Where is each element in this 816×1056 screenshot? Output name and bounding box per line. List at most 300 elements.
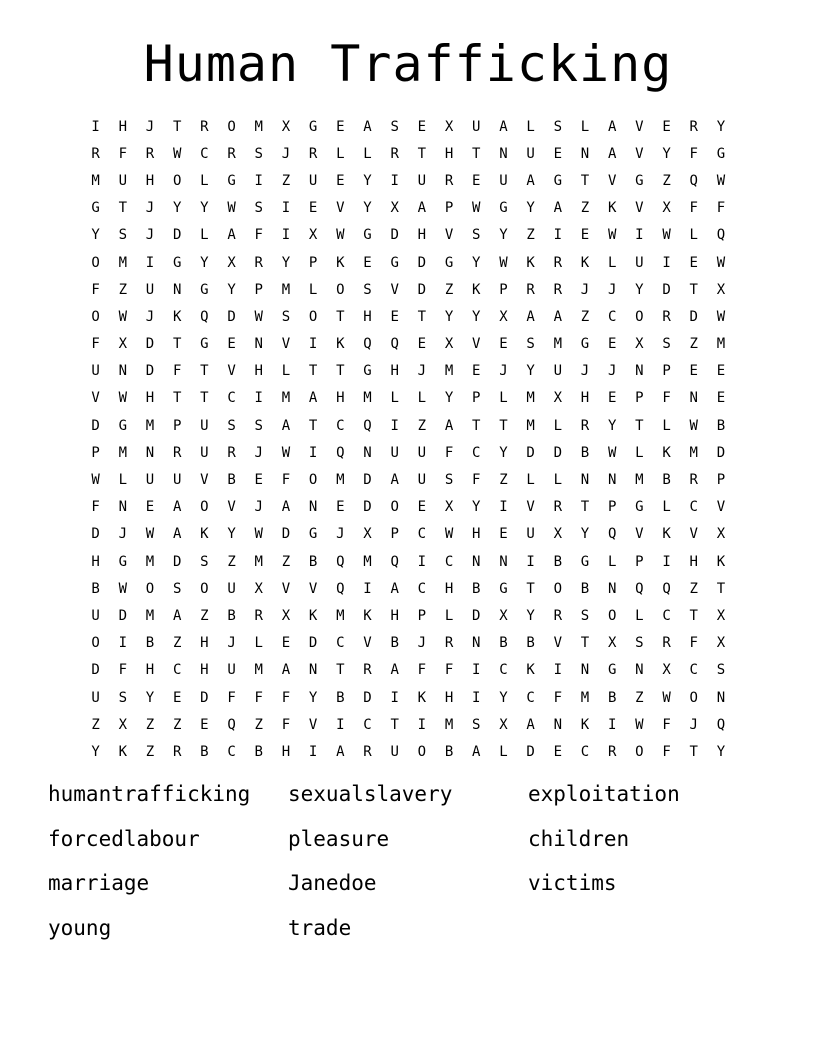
grid-letter[interactable]: M [118,444,127,461]
grid-letter[interactable]: R [580,417,590,434]
grid-letter[interactable]: H [200,662,209,679]
grid-letter[interactable]: S [281,308,291,325]
grid-letter[interactable]: S [390,118,399,135]
grid-letter[interactable]: U [227,580,236,597]
grid-letter[interactable]: D [363,499,372,516]
grid-letter[interactable]: H [281,743,291,760]
grid-letter[interactable]: Y [526,363,535,380]
grid-letter[interactable]: H [363,308,372,325]
grid-letter[interactable]: F [281,472,291,489]
grid-letter[interactable]: V [91,390,100,407]
grid-letter[interactable]: E [336,499,345,516]
grid-letter[interactable]: P [417,607,427,624]
grid-letter[interactable]: R [227,444,236,461]
grid-letter[interactable]: C [607,308,617,325]
grid-letter[interactable]: T [689,281,698,298]
grid-letter[interactable]: Y [91,743,100,760]
grid-letter[interactable]: B [472,580,481,597]
grid-letter[interactable]: A [363,118,372,135]
grid-letter[interactable]: T [417,145,427,162]
grid-letter[interactable]: M [444,716,454,733]
grid-letter[interactable]: D [91,417,100,434]
grid-letter[interactable]: N [607,580,617,597]
grid-letter[interactable]: I [308,444,318,461]
grid-letter[interactable]: Y [91,227,100,244]
grid-letter[interactable]: N [635,363,644,380]
grid-letter[interactable]: D [526,743,535,760]
grid-letter[interactable]: F [118,662,127,679]
grid-letter[interactable]: Y [662,145,671,162]
grid-letter[interactable]: U [417,472,427,489]
grid-letter[interactable]: S [363,281,372,298]
grid-letter[interactable]: C [336,417,345,434]
grid-letter[interactable]: G [444,254,454,271]
grid-letter[interactable]: Z [635,689,644,706]
grid-letter[interactable]: Z [444,281,454,298]
grid-letter[interactable]: J [145,227,155,244]
grid-letter[interactable]: G [200,336,209,353]
grid-letter[interactable]: I [281,200,291,217]
grid-letter[interactable]: J [689,716,698,733]
grid-letter[interactable]: M [281,281,291,298]
grid-letter[interactable]: X [281,607,291,624]
grid-letter[interactable]: D [281,526,291,543]
grid-letter[interactable]: X [281,118,291,135]
grid-letter[interactable]: O [553,580,562,597]
grid-letter[interactable]: G [553,172,562,189]
grid-letter[interactable]: C [172,662,182,679]
grid-letter[interactable]: N [254,336,263,353]
grid-letter[interactable]: X [444,499,454,516]
grid-letter[interactable]: K [336,336,345,353]
grid-letter[interactable]: W [281,444,291,461]
grid-letter[interactable]: R [200,118,209,135]
grid-letter[interactable]: Q [363,417,372,434]
grid-letter[interactable]: U [499,172,508,189]
grid-letter[interactable]: C [662,607,671,624]
grid-letter[interactable]: B [308,553,318,570]
grid-letter[interactable]: U [145,281,155,298]
grid-letter[interactable]: Z [580,308,590,325]
grid-letter[interactable]: E [363,254,372,271]
grid-letter[interactable]: K [363,607,372,624]
grid-letter[interactable]: H [390,607,399,624]
grid-letter[interactable]: J [145,118,155,135]
grid-letter[interactable]: E [553,743,562,760]
grid-letter[interactable]: H [444,145,454,162]
grid-letter[interactable]: B [499,635,508,652]
grid-letter[interactable]: F [281,716,291,733]
grid-letter[interactable]: K [200,526,209,543]
grid-letter[interactable]: T [172,118,182,135]
grid-letter[interactable]: Z [580,200,590,217]
grid-letter[interactable]: F [91,336,100,353]
grid-letter[interactable]: D [118,607,127,624]
grid-letter[interactable]: R [689,472,698,489]
grid-letter[interactable]: M [526,390,535,407]
grid-letter[interactable]: D [200,689,209,706]
grid-letter[interactable]: A [526,716,535,733]
grid-letter[interactable]: V [689,526,698,543]
grid-letter[interactable]: W [118,580,127,597]
grid-letter[interactable]: W [145,526,155,543]
grid-letter[interactable]: A [281,662,291,679]
grid-letter[interactable]: R [553,499,562,516]
grid-letter[interactable]: N [580,662,590,679]
grid-letter[interactable]: H [444,580,454,597]
grid-letter[interactable]: N [499,553,508,570]
grid-letter[interactable]: I [553,662,562,679]
grid-letter[interactable]: Q [390,553,399,570]
grid-letter[interactable]: H [91,553,100,570]
grid-letter[interactable]: U [472,118,481,135]
grid-letter[interactable]: N [716,689,726,706]
grid-letter[interactable]: E [254,472,263,489]
grid-letter[interactable]: T [172,390,182,407]
grid-letter[interactable]: L [308,281,318,298]
grid-letter[interactable]: X [662,200,671,217]
grid-letter[interactable]: V [227,363,236,380]
grid-letter[interactable]: M [336,607,345,624]
grid-letter[interactable]: G [200,281,209,298]
grid-letter[interactable]: S [716,662,726,679]
grid-letter[interactable]: T [472,417,481,434]
grid-letter[interactable]: I [254,390,263,407]
grid-letter[interactable]: Y [200,200,209,217]
grid-letter[interactable]: I [607,716,617,733]
grid-letter[interactable]: C [227,743,236,760]
grid-letter[interactable]: H [390,363,399,380]
grid-letter[interactable]: H [118,118,127,135]
grid-letter[interactable]: T [580,635,590,652]
grid-letter[interactable]: J [417,363,427,380]
grid-letter[interactable]: P [635,390,644,407]
grid-letter[interactable]: S [200,553,209,570]
grid-letter[interactable]: T [635,417,644,434]
grid-letter[interactable]: F [254,227,263,244]
grid-letter[interactable]: C [472,444,481,461]
grid-letter[interactable]: S [662,336,671,353]
grid-letter[interactable]: A [444,417,454,434]
grid-letter[interactable]: S [254,200,263,217]
grid-letter[interactable]: Y [499,689,508,706]
grid-letter[interactable]: M [363,390,372,407]
grid-letter[interactable]: D [363,689,372,706]
grid-letter[interactable]: D [172,227,182,244]
grid-letter[interactable]: M [716,336,726,353]
grid-letter[interactable]: Z [281,553,291,570]
grid-letter[interactable]: I [472,662,481,679]
grid-letter[interactable]: X [254,580,263,597]
grid-letter[interactable]: F [689,635,698,652]
grid-letter[interactable]: E [336,172,345,189]
grid-letter[interactable]: M [281,390,291,407]
grid-letter[interactable]: L [607,553,617,570]
grid-letter[interactable]: W [227,200,236,217]
grid-letter[interactable]: T [580,172,590,189]
grid-letter[interactable]: T [499,417,508,434]
grid-letter[interactable]: S [472,716,481,733]
grid-letter[interactable]: H [689,553,698,570]
grid-letter[interactable]: X [716,635,726,652]
grid-letter[interactable]: N [472,553,481,570]
grid-letter[interactable]: J [118,526,127,543]
grid-letter[interactable]: P [635,553,644,570]
grid-letter[interactable]: Y [444,390,454,407]
grid-letter[interactable]: D [472,607,481,624]
grid-letter[interactable]: X [553,526,562,543]
grid-letter[interactable]: R [607,743,617,760]
grid-letter[interactable]: I [662,254,671,271]
grid-letter[interactable]: T [417,308,427,325]
grid-letter[interactable]: K [172,308,182,325]
grid-letter[interactable]: D [227,308,236,325]
grid-letter[interactable]: Y [635,281,644,298]
grid-letter[interactable]: E [417,336,427,353]
grid-letter[interactable]: T [336,308,345,325]
grid-letter[interactable]: V [363,635,372,652]
grid-letter[interactable]: C [417,580,427,597]
grid-letter[interactable]: A [553,308,562,325]
grid-letter[interactable]: J [607,281,617,298]
grid-letter[interactable]: P [607,499,617,516]
grid-letter[interactable]: E [172,689,182,706]
grid-letter[interactable]: E [499,336,508,353]
grid-letter[interactable]: G [227,172,236,189]
grid-letter[interactable]: S [118,689,127,706]
grid-letter[interactable]: A [526,172,535,189]
grid-letter[interactable]: C [200,145,209,162]
grid-letter[interactable]: N [118,499,127,516]
grid-letter[interactable]: H [145,662,155,679]
grid-letter[interactable]: U [526,526,535,543]
grid-letter[interactable]: Z [662,172,671,189]
grid-letter[interactable]: X [308,227,318,244]
grid-letter[interactable]: M [254,553,263,570]
grid-letter[interactable]: B [662,472,671,489]
grid-letter[interactable]: B [91,580,100,597]
grid-letter[interactable]: C [227,390,236,407]
grid-letter[interactable]: L [336,145,345,162]
grid-letter[interactable]: Q [336,580,345,597]
grid-letter[interactable]: O [635,743,644,760]
grid-letter[interactable]: N [472,635,481,652]
grid-letter[interactable]: X [363,526,372,543]
grid-letter[interactable]: Y [472,499,481,516]
grid-letter[interactable]: D [662,281,671,298]
grid-letter[interactable]: B [336,689,345,706]
grid-letter[interactable]: P [91,444,100,461]
grid-letter[interactable]: X [499,308,508,325]
grid-letter[interactable]: U [227,662,236,679]
grid-letter[interactable]: L [118,472,127,489]
grid-letter[interactable]: A [172,526,182,543]
grid-letter[interactable]: O [172,172,182,189]
grid-letter[interactable]: V [635,118,644,135]
grid-letter[interactable]: R [254,607,263,624]
grid-letter[interactable]: W [254,526,263,543]
grid-letter[interactable]: V [553,635,562,652]
grid-letter[interactable]: U [91,607,100,624]
grid-letter[interactable]: R [172,444,182,461]
grid-letter[interactable]: W [662,227,671,244]
grid-letter[interactable]: R [91,145,100,162]
grid-letter[interactable]: D [716,444,726,461]
grid-letter[interactable]: V [200,472,209,489]
grid-letter[interactable]: Q [336,553,345,570]
grid-letter[interactable]: A [227,227,236,244]
grid-letter[interactable]: G [308,118,318,135]
grid-letter[interactable]: W [689,417,698,434]
grid-letter[interactable]: V [472,336,481,353]
grid-letter[interactable]: J [499,363,508,380]
grid-letter[interactable]: C [444,553,454,570]
grid-letter[interactable]: S [254,417,263,434]
grid-letter[interactable]: M [635,472,644,489]
grid-letter[interactable]: R [662,308,671,325]
grid-letter[interactable]: U [145,472,155,489]
grid-letter[interactable]: I [254,172,263,189]
grid-letter[interactable]: L [553,417,562,434]
grid-letter[interactable]: L [635,607,644,624]
grid-letter[interactable]: J [580,363,590,380]
grid-letter[interactable]: L [200,227,209,244]
grid-letter[interactable]: E [607,336,617,353]
grid-letter[interactable]: G [580,553,590,570]
grid-letter[interactable]: V [227,499,236,516]
grid-letter[interactable]: E [417,499,427,516]
grid-letter[interactable]: Y [145,689,155,706]
grid-letter[interactable]: O [91,308,100,325]
grid-letter[interactable]: Y [472,254,481,271]
grid-letter[interactable]: S [472,227,481,244]
grid-letter[interactable]: G [363,227,372,244]
grid-letter[interactable]: T [580,499,590,516]
grid-letter[interactable]: K [417,689,427,706]
grid-letter[interactable]: Y [526,607,535,624]
grid-letter[interactable]: R [444,635,454,652]
grid-letter[interactable]: G [635,172,644,189]
grid-letter[interactable]: Y [363,200,372,217]
grid-letter[interactable]: K [580,716,590,733]
grid-letter[interactable]: I [145,254,155,271]
grid-letter[interactable]: W [499,254,508,271]
grid-letter[interactable]: T [716,580,726,597]
grid-letter[interactable]: D [417,254,427,271]
grid-letter[interactable]: I [118,635,127,652]
grid-letter[interactable]: M [254,662,263,679]
grid-letter[interactable]: D [145,336,155,353]
grid-letter[interactable]: S [118,227,127,244]
grid-letter[interactable]: V [526,499,535,516]
grid-letter[interactable]: L [417,390,427,407]
grid-letter[interactable]: O [200,499,209,516]
grid-letter[interactable]: F [444,662,454,679]
grid-letter[interactable]: S [444,472,454,489]
grid-letter[interactable]: E [472,363,481,380]
grid-letter[interactable]: T [336,363,345,380]
grid-letter[interactable]: M [689,444,698,461]
grid-letter[interactable]: V [635,145,644,162]
grid-letter[interactable]: D [172,553,182,570]
grid-letter[interactable]: R [390,145,399,162]
grid-letter[interactable]: M [363,553,372,570]
grid-letter[interactable]: A [336,743,345,760]
grid-letter[interactable]: B [607,689,617,706]
grid-letter[interactable]: G [607,662,617,679]
grid-letter[interactable]: V [281,580,291,597]
grid-letter[interactable]: R [172,743,182,760]
grid-letter[interactable]: T [308,417,318,434]
grid-letter[interactable]: F [118,145,127,162]
grid-letter[interactable]: N [118,363,127,380]
grid-letter[interactable]: I [499,499,508,516]
grid-letter[interactable]: K [308,607,318,624]
grid-letter[interactable]: V [390,281,399,298]
grid-letter[interactable]: Y [227,281,236,298]
grid-letter[interactable]: U [635,254,644,271]
grid-letter[interactable]: F [254,689,263,706]
grid-letter[interactable]: H [200,635,209,652]
grid-letter[interactable]: A [172,607,182,624]
grid-letter[interactable]: I [390,689,399,706]
grid-letter[interactable]: M [145,417,155,434]
grid-letter[interactable]: L [635,444,644,461]
grid-letter[interactable]: Y [363,172,372,189]
grid-letter[interactable]: C [363,716,372,733]
grid-letter[interactable]: T [689,607,698,624]
grid-letter[interactable]: E [227,336,236,353]
grid-letter[interactable]: O [91,254,100,271]
grid-letter[interactable]: E [716,390,726,407]
grid-letter[interactable]: U [308,172,318,189]
grid-letter[interactable]: J [336,526,345,543]
grid-letter[interactable]: Z [417,417,427,434]
grid-letter[interactable]: E [580,227,590,244]
grid-letter[interactable]: G [499,580,508,597]
grid-letter[interactable]: W [607,444,617,461]
grid-letter[interactable]: G [363,363,372,380]
grid-letter[interactable]: E [145,499,155,516]
grid-letter[interactable]: K [472,281,481,298]
grid-letter[interactable]: M [336,472,345,489]
grid-letter[interactable]: A [390,662,399,679]
grid-letter[interactable]: Q [390,336,399,353]
grid-letter[interactable]: I [526,553,535,570]
grid-letter[interactable]: W [716,254,726,271]
grid-letter[interactable]: N [308,499,318,516]
grid-letter[interactable]: L [553,472,562,489]
grid-letter[interactable]: B [580,444,590,461]
grid-letter[interactable]: A [472,743,481,760]
grid-letter[interactable]: H [145,390,155,407]
grid-letter[interactable]: W [716,172,726,189]
grid-letter[interactable]: E [472,172,481,189]
grid-letter[interactable]: A [553,200,562,217]
grid-letter[interactable]: U [200,444,209,461]
grid-letter[interactable]: R [553,281,562,298]
grid-letter[interactable]: J [254,444,263,461]
grid-letter[interactable]: S [254,145,263,162]
grid-letter[interactable]: Y [308,689,318,706]
grid-letter[interactable]: Z [172,635,182,652]
grid-letter[interactable]: A [526,308,535,325]
grid-letter[interactable]: W [472,200,481,217]
grid-letter[interactable]: K [118,743,127,760]
grid-letter[interactable]: G [635,499,644,516]
grid-letter[interactable]: O [200,580,209,597]
grid-letter[interactable]: L [580,118,590,135]
